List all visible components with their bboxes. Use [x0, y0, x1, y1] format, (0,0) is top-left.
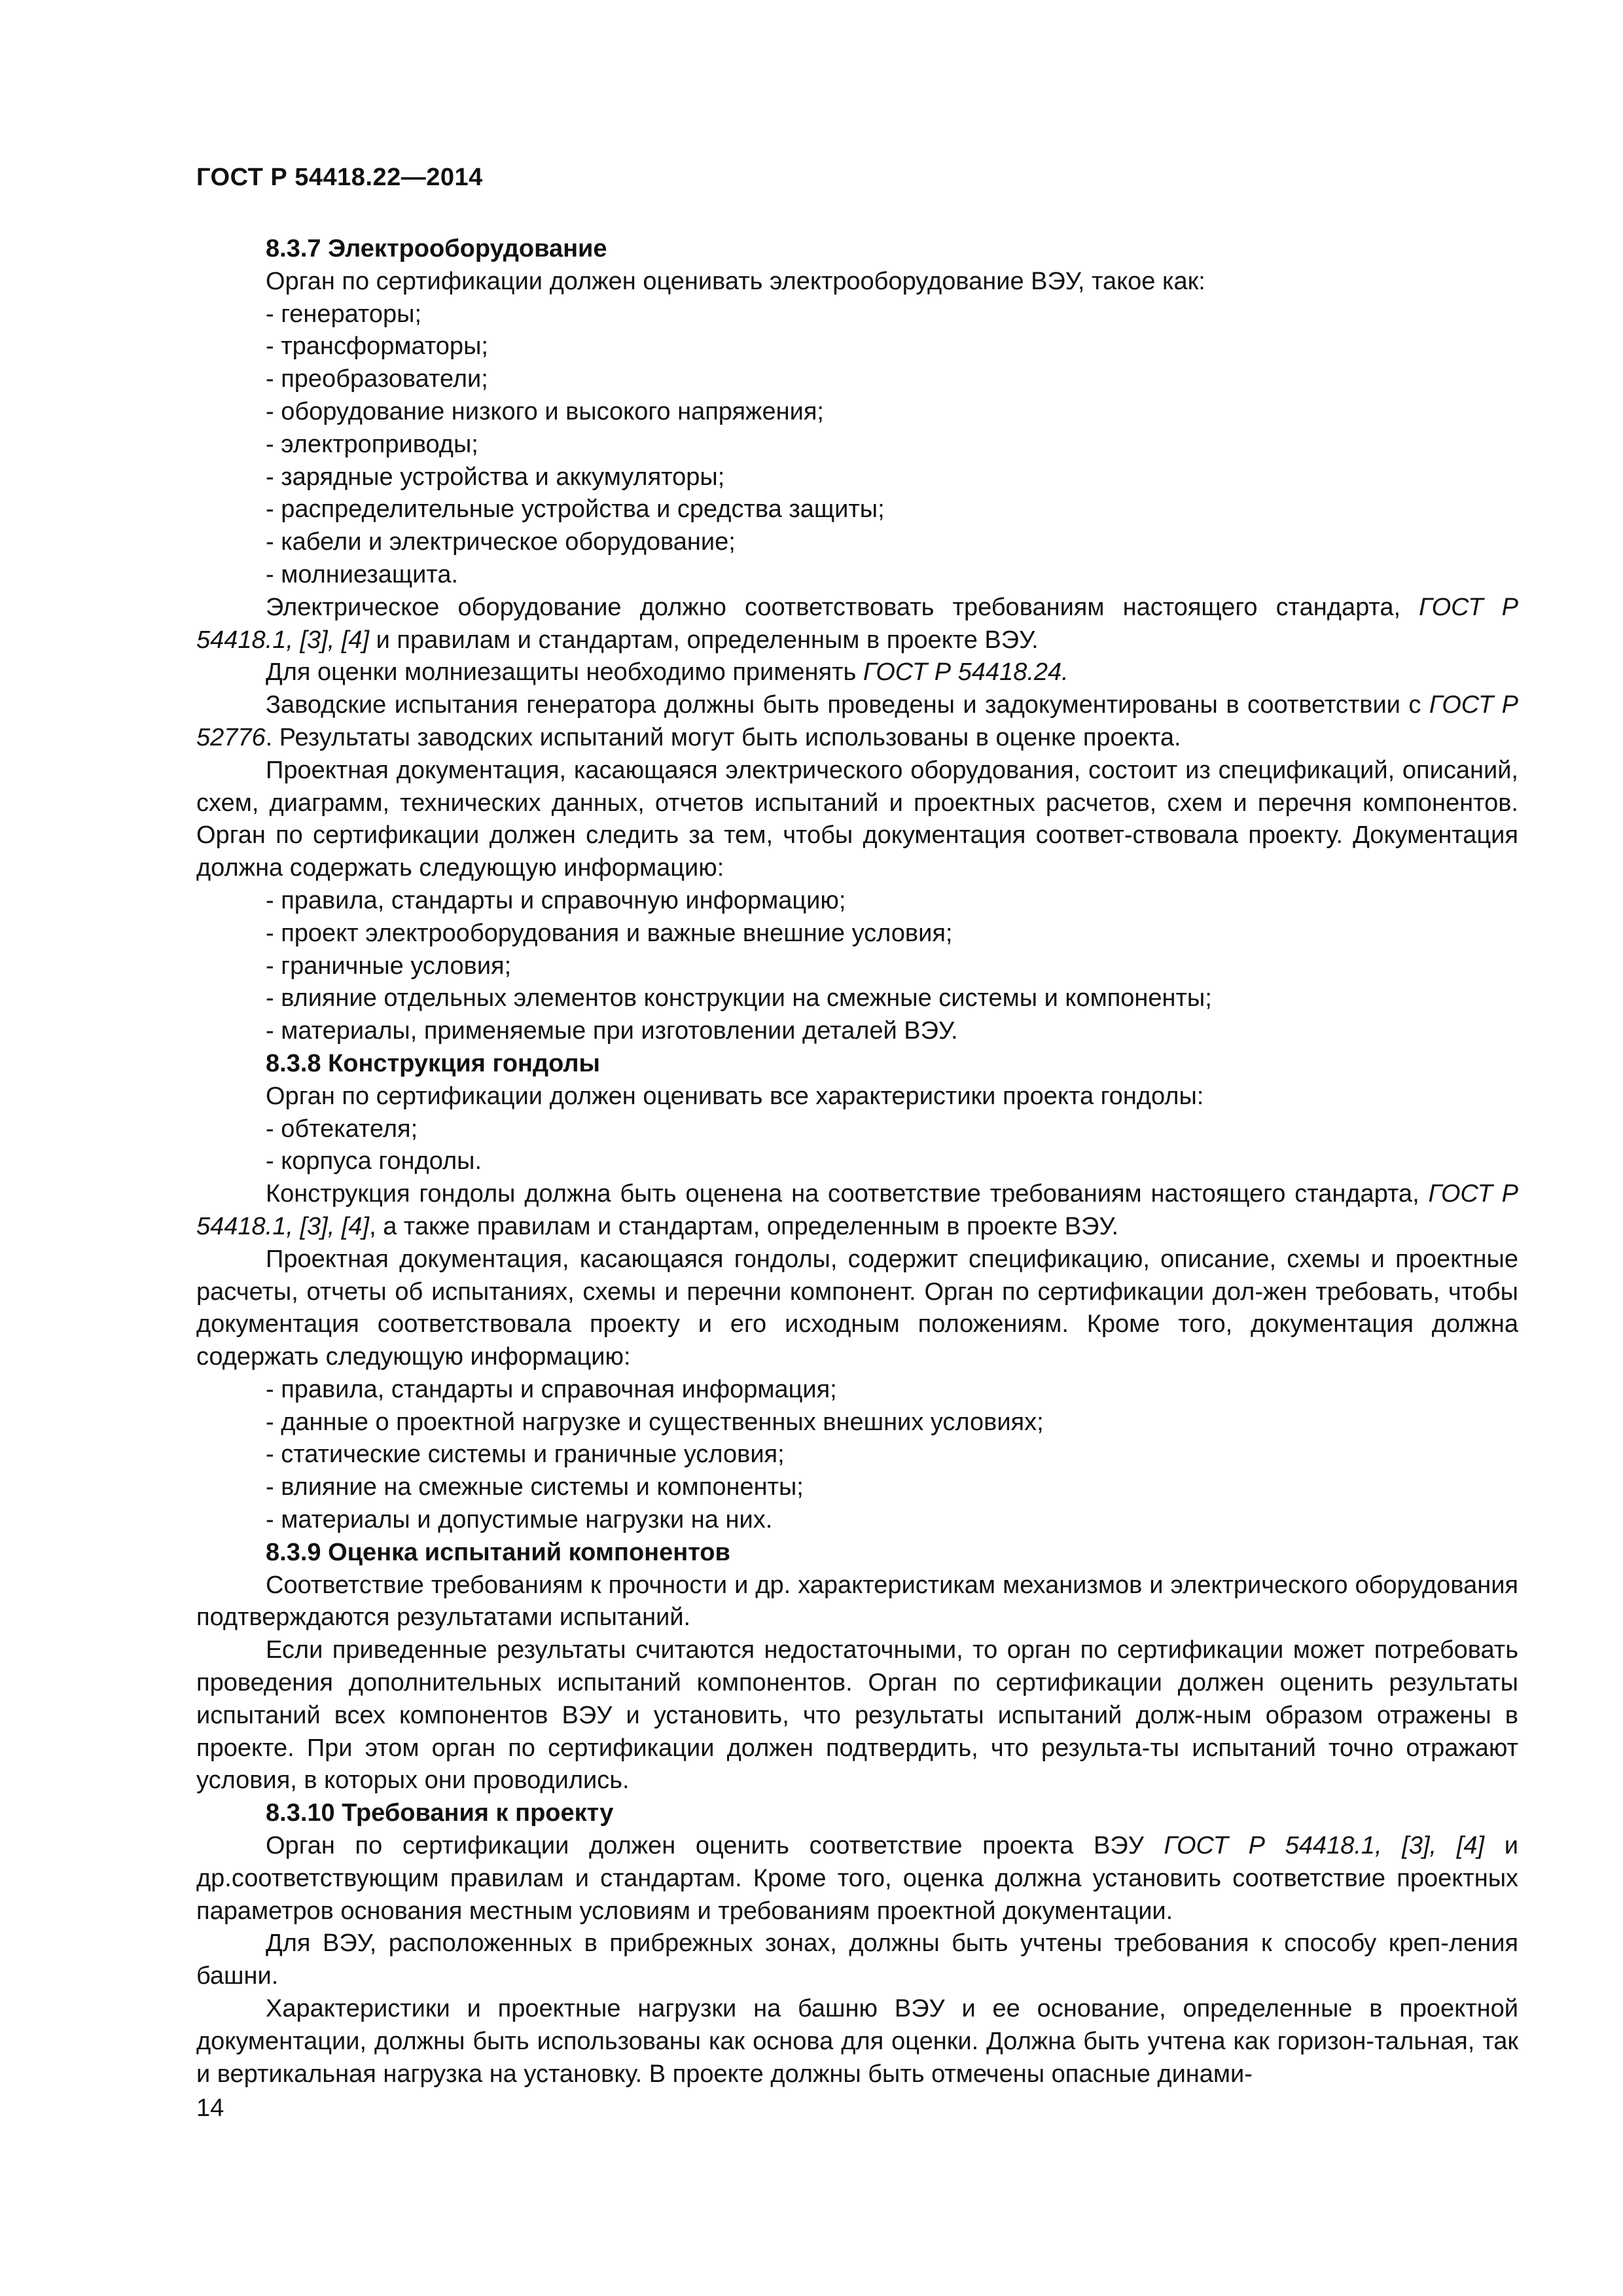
- list-item: - обтекателя;: [266, 1115, 418, 1143]
- list-item: - правила, стандарты и справочная информация;: [266, 1375, 837, 1403]
- document-header: ГОСТ Р 54418.22—2014: [196, 164, 483, 191]
- list-item: - данные о проектной нагрузке и существенных внешних условиях;: [266, 1408, 1044, 1436]
- list-item: - статические системы и граничные условия;: [266, 1441, 785, 1469]
- paragraph: Для ВЭУ, расположенных в прибрежных зонах, должны быть учтены требования к способу креп-ления башни.: [196, 1929, 1518, 1990]
- paragraph: Проектная документация, касающаяся гондолы, содержит спецификацию, описание, схемы и проектные расчеты, отчеты об испытаниях, схемы и перечни компонент. Орган по сертификации дол-жен требовать, чтобы документация соответствовала проекту и его исходным положениям. Кроме того, документация должна содержать следующую информацию:: [196, 1245, 1518, 1371]
- section-heading-8-3-8: 8.3.8 Конструкция гондолы: [266, 1049, 600, 1077]
- paragraph: Если приведенные результаты считаются недостаточными, то орган по сертификации может потребовать проведения дополнительных испытаний компонентов. Орган по сертификации должен оценить результаты испытаний всех компонентов ВЭУ и установить, что результаты испытаний долж-ным образом отражены в проекте. При этом орган по сертификации должен подтвердить, что результа-ты испытаний точно отражают условия, в которых они проводились.: [196, 1636, 1518, 1795]
- list-item: - граничные условия;: [266, 952, 512, 980]
- standard-reference: ГОСТ Р 54418.1, [3], [4]: [1164, 1832, 1485, 1860]
- paragraph: [196, 689, 1518, 755]
- paragraph: [196, 656, 1518, 689]
- list-item: - молниезащита.: [266, 560, 459, 588]
- text-run: Заводские испытания генератора должны быть проведены и задокументированы в соответствии с: [266, 691, 1429, 719]
- list-item: - проект электрооборудования и важные внешние условия;: [266, 919, 953, 947]
- list-item: - оборудование низкого и высокого напряжения;: [266, 397, 824, 425]
- text-run: , а также правилам и стандартам, определенным в проекте ВЭУ.: [369, 1212, 1119, 1240]
- list-item: - материалы, применяемые при изготовлении деталей ВЭУ.: [266, 1017, 958, 1045]
- paragraph: [196, 592, 1518, 657]
- standard-reference: ГОСТ Р 52776: [196, 691, 1518, 751]
- list-item: - зарядные устройства и аккумуляторы;: [266, 463, 725, 491]
- list-item: - распределительные устройства и средства защиты;: [266, 495, 885, 524]
- paragraph: Характеристики и проектные нагрузки на башню ВЭУ и ее основание, определенные в проектной документации, должны быть использованы как основа для оценки. Должна быть учтена как горизон-тальная, так и вертикальная нагрузка на установку. В проекте должны быть отмечены опасные динами-: [196, 1995, 1518, 2088]
- list-item: - преобразователи;: [266, 365, 488, 393]
- list-item: - корпуса гондолы.: [266, 1147, 482, 1175]
- standard-reference: ГОСТ Р 54418.1, [3], [4]: [196, 593, 1518, 654]
- paragraph: Орган по сертификации должен оценивать все характеристики проекта гондолы:: [266, 1082, 1204, 1110]
- list-item: - влияние отдельных элементов конструкции на смежные системы и компоненты;: [266, 984, 1212, 1013]
- document-body: [196, 233, 1518, 2090]
- list-item: - генераторы;: [266, 300, 422, 328]
- list-item: - кабели и электрическое оборудование;: [266, 528, 736, 556]
- list-item: - трансформаторы;: [266, 332, 488, 361]
- text-run: Орган по сертификации должен оценить соответствие проекта ВЭУ: [266, 1832, 1164, 1860]
- section-heading-8-3-10: 8.3.10 Требования к проекту: [266, 1799, 614, 1827]
- paragraph: Соответствие требованиям к прочности и др. характеристикам механизмов и электрического оборудования подтверждаются результатами испытаний.: [196, 1571, 1518, 1632]
- standard-reference: ГОСТ Р 54418.1, [3], [4]: [196, 1180, 1518, 1240]
- list-item: - правила, стандарты и справочную информацию;: [266, 886, 846, 914]
- standard-reference: ГОСТ Р 54418.24.: [863, 658, 1069, 687]
- text-run: Конструкция гондолы должна быть оценена на соответствие требованиям настоящего стандарта,: [266, 1180, 1429, 1208]
- page-number: 14: [196, 2094, 224, 2122]
- text-run: Для оценки молниезащиты необходимо применять: [266, 658, 863, 687]
- section-heading-8-3-9: 8.3.9 Оценка испытаний компонентов: [266, 1538, 730, 1566]
- paragraph: Проектная документация, касающаяся электрического оборудования, состоит из спецификаций, описаний, схем, диаграмм, технических данных, отчетов испытаний и проектных расчетов, схем и перечня компонентов. Орган по сертификации должен следить за тем, чтобы документация соответ-ствовала проекту. Документация должна содержать следующую информацию:: [196, 756, 1518, 882]
- text-run: и правилам и стандартам, определенным в проекте ВЭУ.: [369, 626, 1039, 654]
- paragraph: [196, 1830, 1518, 1928]
- list-item: - влияние на смежные системы и компоненты;: [266, 1473, 804, 1501]
- list-item: - материалы и допустимые нагрузки на них.: [266, 1506, 773, 1534]
- list-item: - электроприводы;: [266, 430, 478, 458]
- paragraph: Орган по сертификации должен оценивать электрооборудование ВЭУ, такое как:: [266, 267, 1205, 295]
- text-run: . Результаты заводских испытаний могут быть использованы в оценке проекта.: [265, 723, 1181, 751]
- text-run: и др.соответствующим правилам и стандартам. Кроме того, оценка должна установить соответствие проектных параметров основания местным условиям и требованиям проектной документации.: [196, 1832, 1518, 1925]
- paragraph: [196, 1178, 1518, 1244]
- section-heading-8-3-7: 8.3.7 Электрооборудование: [266, 235, 607, 262]
- text-run: Электрическое оборудование должно соответствовать требованиям настоящего стандарта,: [266, 593, 1419, 621]
